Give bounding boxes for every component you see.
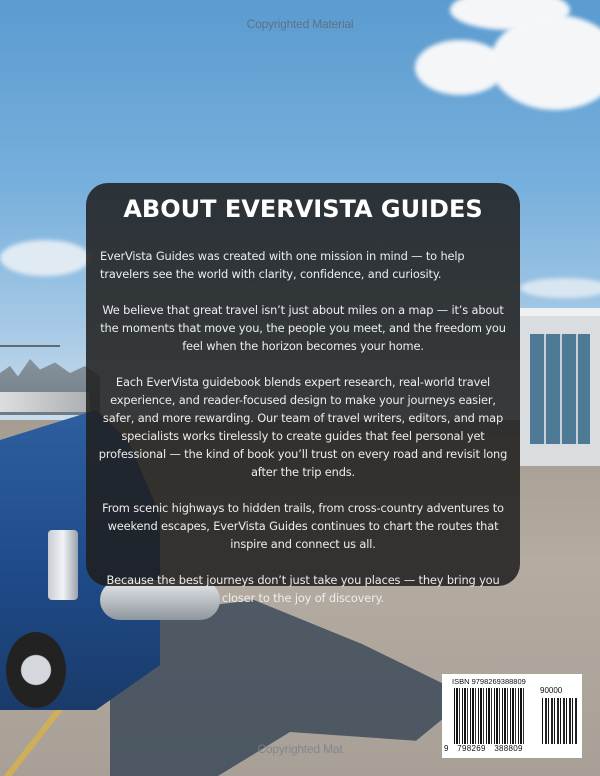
paragraph-belief: We believe that great travel isn’t just about miles on a map — it’s about the moments that move you, the people you meet, and the freedom you feel when the horizon becomes your home. [100,303,506,353]
about-panel [86,183,520,605]
paragraph-mission: EverVista Guides was created with one mission in mind — to help travelers see the world with clarity, confidence, and curiosity. [100,249,465,281]
price-addon-bars [542,698,578,744]
isbn-label: ISBN 9798269388809 [452,677,526,686]
paragraph-guidebook: Each EverVista guidebook blends expert research, real-world travel experience, and reader-focused design to make your journeys easier, safer, and more rewarding. Our team of travel writers, editors, and map specialists works tirelessly to create guides that feel personal yet professional — the kind of book you’ll trust on every road and revisit long after the trip ends. [98,375,508,479]
paragraph-routes: From scenic highways to hidden trails, from cross-country adventures to weekend escapes, EverVista Guides continues to chart the routes that inspire and connect us all. [102,501,504,551]
distant-trucks [0,392,90,412]
cloud [520,278,600,298]
panel-title: ABOUT EVERVISTA GUIDES [123,195,483,223]
paragraph-closing: Because the best journeys don’t just take you places — they bring you closer to the joy of discovery. [106,573,500,605]
barcode-digit-group-2: 388809 [494,744,523,753]
watermark-top: Copyrighted Material [246,17,354,31]
bridge [0,345,60,347]
building-windows [530,334,590,444]
watermark-bottom: Copyrighted Mat [257,742,343,756]
price-code: 90000 [540,686,563,695]
barcode-digit-prefix: 9 [444,744,449,753]
gas-station-building [520,308,600,466]
truck-exhaust [48,530,78,600]
truck-wheel [6,632,66,708]
barcode-digit-group-1: 798269 [457,744,486,753]
barcode-bars [454,688,526,746]
cloud [0,240,90,276]
